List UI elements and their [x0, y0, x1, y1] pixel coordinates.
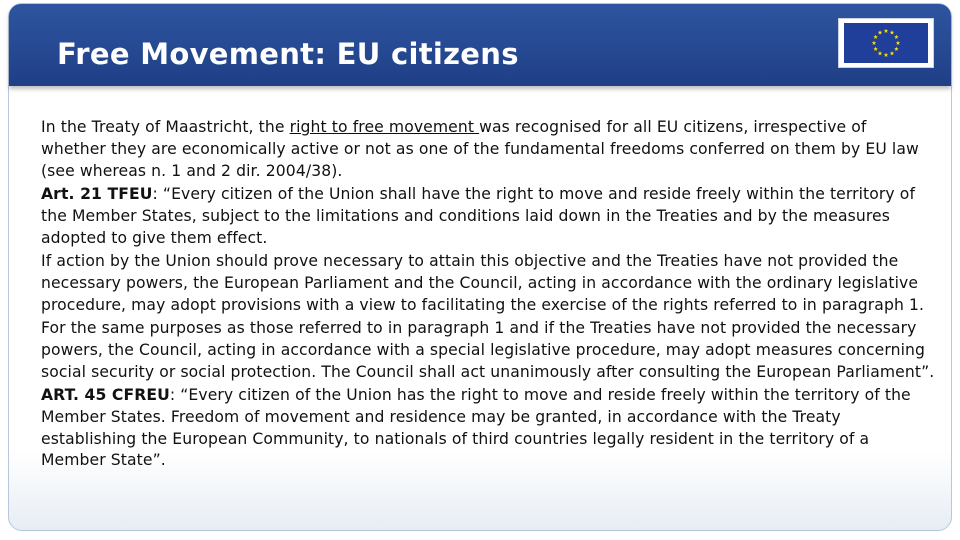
paragraph-maastricht: In the Treaty of Maastricht, the right to free movement was recognised for all EU citizens, irrespective of whether they are economically active or not as one of the fundamental freedoms conferred on them by EU law (see whereas n. 1 and 2 dir. 2004/38). [41, 118, 919, 180]
paragraph-same-purposes: For the same purposes as those referred to in paragraph 1 and if the Treaties have not provided the necessary powers, the Council, acting in accordance with a special legislative procedure, may adopt measures concerning social security or social protection. The Council shall act unanimously after consulting the European Parliament”. [41, 318, 935, 381]
eu-flag-frame [838, 18, 934, 68]
paragraph-art-21-tfeu: Art. 21 TFEU: “Every citizen of the Union shall have the right to move and reside freely within the territory of the Member States, subject to the limitations and conditions laid down in the Treaties and by the measures adopted to give them effect. [41, 184, 916, 247]
paragraph-art-45-cfreu: ART. 45 CFREU: “Every citizen of the Union has the right to move and reside freely within the territory of the Member States. Freedom of movement and residence may be granted, in accordance with the Treaty establishing the European Community, to nationals of third countries legally resident in the territory of a Member State”. [41, 385, 911, 470]
paragraph-union-action: If action by the Union should prove necessary to attain this objective and the Treaties have not provided the necessary powers, the European Parliament and the Council, acting in accordance with the ordinary legislative procedure, may adopt provisions with a view to facilitating the exercise of the rights referred to in paragraph 1. [41, 251, 925, 314]
slide-body [41, 117, 936, 474]
slide-title: Free Movement: EU citizens [57, 37, 519, 71]
article-ref: Art. 21 TFEU [41, 184, 153, 203]
article-ref: ART. 45 CFREU [41, 385, 170, 404]
eu-flag-icon [844, 23, 928, 63]
right-to-free-movement-term: right to free movement [289, 118, 480, 136]
